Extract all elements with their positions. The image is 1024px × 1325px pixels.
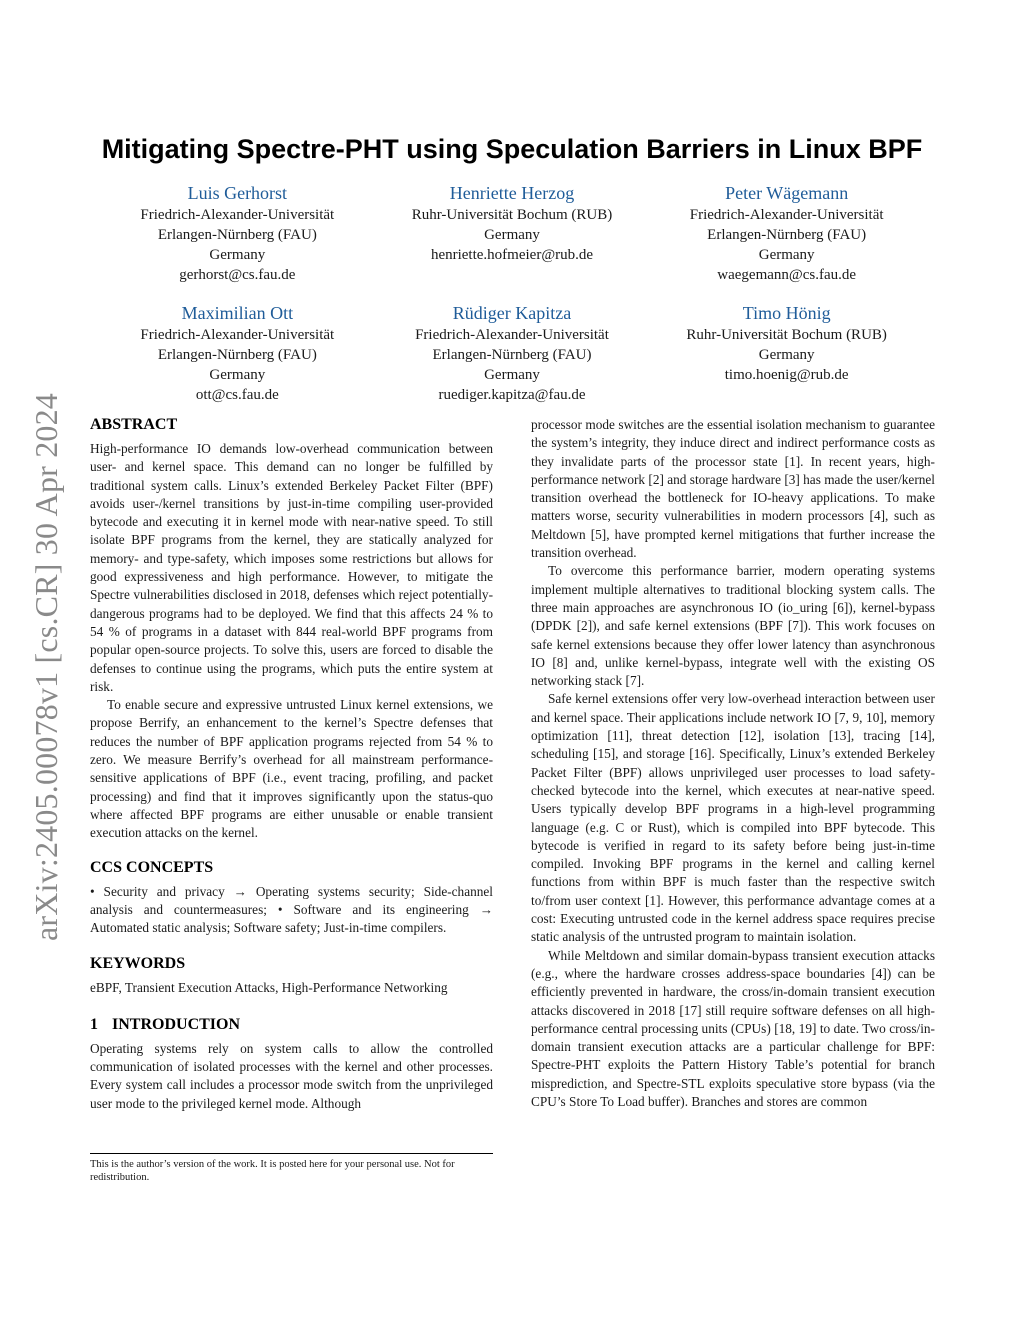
author-card — [375, 181, 650, 285]
author-card — [100, 181, 375, 285]
abstract-paragraph: High-performance IO demands low-overhead communication between user- and kernel space. This demand can no longer be fulfilled by traditional system calls. Linux’s extended Berkeley Packet Filter (BPF) avoids user-/kernel transitions by just-in-time compiling user-provided bytecode and executing it in kernel mode with near-native speed. To still isolate BPF programs from the kernel, they are statically analyzed for memory- and type-safety, which imposes some restrictions but allows for good expressiveness and high performance. However, to mitigate the Spectre vulnerabilities disclosed in 2018, defenses which reject potentially-dangerous programs had to be deployed. We find that this affects 24 % to 54 % of programs in a dataset with 844 real-world BPF programs from popular open-source projects. To solve this, users are forced to disable the defenses to continue using the programs, which puts the entire system at risk. — [90, 441, 493, 694]
body-paragraph: Safe kernel extensions offer very low-overhead interaction between user and kernel space. Their applications include network IO [7, 9, 10], memory optimization [11], threat detection [12], isolation [13], tracing [14], scheduling [15], and storage [16]. Specifically, Linux’s extended Berkeley Packet Filter (BPF) allows unprivileged user processes to load safety-checked bytecode into the kernel, which executes at near-native speed. Users typically develop BPF programs in a high-level programming language (e.g. C or Rust), which is compiled into BPF bytecode. This bytecode is verified in regard to its safety before being just-in-time compiled. Invoking BPF programs in the kernel and calling kernel functions from within BPF is much faster than the respective switch to/from user context [1]. However, this performance advantage comes at a cost: Executing untrusted code in the kernel address space requires precise static analysis of the untrusted program to maintain isolation. — [531, 691, 935, 945]
paper-title: Mitigating Spectre-PHT using Speculation Barriers in Linux BPF — [101, 134, 923, 164]
author-card — [100, 301, 375, 405]
body-paragraph: While Meltdown and similar domain-bypass transient execution attacks (e.g., where the hardware crosses address-space boundaries [4]) can be efficiently prevented in hardware, the cross/in-domain transient execution attacks discovered in 2018 [17] still require software defenses on all high-performance central processing units (CPUs) [18, 19] to date. Two cross/in-domain transient execution attacks are a particular challenge for BPF: Spectre-PHT exploits the Pattern History Table’s potential for branch misprediction, and Spectre-STL exploits speculative store bypass (via the CPU’s Store To Load buffer). Branches and stores are common — [531, 947, 935, 1109]
abstract-paragraph: To enable secure and expressive untrusted Linux kernel extensions, we propose Berrify, an enhancement to the kernel’s Spectre defenses that reduces the number of BPF application programs rejected from 54 % to zero. We measure Berrify’s overhead for all mainstream performance-sensitive applications of BPF (i.e., event tracing, profiling, and packet processing) and find that it improves significantly upon the status-quo where affected BPF programs are either unusable or enable transient execution attacks on the kernel. — [90, 697, 493, 841]
author-name: Rüdiger Kapitza — [452, 303, 572, 323]
author-affiliation: Erlangen-Nürnberg (FAU) — [707, 227, 867, 243]
author-affiliation: Erlangen-Nürnberg (FAU) — [157, 227, 317, 243]
right-column — [531, 416, 935, 1111]
section-number: 1 — [90, 1015, 98, 1033]
author-affiliation: Friedrich-Alexander-Universität — [689, 207, 884, 223]
ccs-concepts-text: • Security and privacy → Operating systems security; Side-channel analysis and countermeasures; • Software and its engineering → Automated static analysis; Software safety; Just-in-time compilers. — [90, 883, 493, 936]
author-affiliation: Erlangen-Nürnberg (FAU) — [432, 347, 592, 363]
author-block — [100, 181, 924, 405]
author-email: ruediger.kapitza@fau.de — [438, 387, 586, 403]
body-paragraph: To overcome this performance barrier, modern operating systems implement multiple alternatives to traditional blocking system calls. The three main approaches are asynchronous IO (io_uring [6]), kernel-bypass (DPDK [2]), and safe kernel extensions (BPF [7]). This work focuses on safe kernel extensions because they offer lower latency than asynchronous IO [8] and, unlike kernel-bypass, integrate well with the existing OS networking stack [7]. — [531, 563, 935, 689]
ccs-heading: CCS CONCEPTS — [90, 858, 214, 876]
footnote: This is the author’s version of the work. It is posted here for your personal use. Not for redistribution. — [90, 1153, 493, 1184]
author-affiliation: Friedrich-Alexander-Universität — [140, 207, 335, 223]
author-country: Germany — [758, 347, 815, 363]
author-affiliation: Friedrich-Alexander-Universität — [415, 327, 609, 343]
author-email: waegemann@cs.fau.de — [717, 267, 857, 283]
author-name: Henriette Herzog — [449, 183, 575, 203]
author-email: timo.hoenig@rub.de — [724, 367, 849, 383]
author-email: henriette.hofmeier@rub.de — [430, 247, 594, 263]
abstract-heading: ABSTRACT — [90, 416, 178, 433]
section-heading-introduction — [90, 1014, 493, 1036]
author-email: gerhorst@cs.fau.de — [179, 267, 296, 283]
keywords-heading: KEYWORDS — [90, 955, 186, 973]
arxiv-identifier: arXiv:2405.00078v1 [cs.CR] 30 Apr 2024 — [28, 392, 64, 941]
author-card — [649, 181, 924, 285]
author-country: Germany — [758, 247, 815, 263]
author-affiliation: Ruhr-Universität Bochum (RUB) — [686, 327, 887, 343]
body-paragraph: processor mode switches are the essential isolation mechanism to guarantee the system’s integrity, they induce direct and indirect performance costs as they invalidate parts of the processor state [1]. In recent years, high-performance network [2] and storage hardware [3] has made the user/kernel transition overhead the bottleneck for IO-heavy applications. To make matters worse, security vulnerabilities in modern processors [4], such as Meltdown [5], have prompted kernel mitigations that further increase the transition overhead. — [531, 417, 935, 561]
author-card — [649, 301, 924, 405]
author-affiliation: Friedrich-Alexander-Universität — [140, 327, 335, 343]
author-affiliation: Ruhr-Universität Bochum (RUB) — [411, 207, 613, 223]
author-country: Germany — [484, 367, 540, 383]
author-affiliation: Erlangen-Nürnberg (FAU) — [157, 347, 317, 363]
author-country: Germany — [209, 247, 266, 263]
author-name: Luis Gerhorst — [187, 183, 288, 203]
keywords-text: eBPF, Transient Execution Attacks, High-Performance Networking — [90, 980, 448, 996]
author-country: Germany — [484, 227, 540, 243]
section-title: INTRODUCTION — [112, 1015, 241, 1033]
author-name: Maximilian Ott — [181, 303, 294, 323]
author-country: Germany — [209, 367, 266, 383]
body-paragraph: Operating systems rely on system calls to allow the controlled communication of isolated processes with the kernel and other processes. Every system call includes a processor mode switch from the unprivileged user mode to the privileged kernel mode. Although — [90, 1040, 493, 1111]
author-card — [375, 301, 650, 405]
author-email: ott@cs.fau.de — [195, 387, 279, 403]
left-column — [90, 414, 493, 1113]
author-name: Timo Hönig — [742, 303, 831, 323]
author-name: Peter Wägemann — [725, 183, 849, 203]
